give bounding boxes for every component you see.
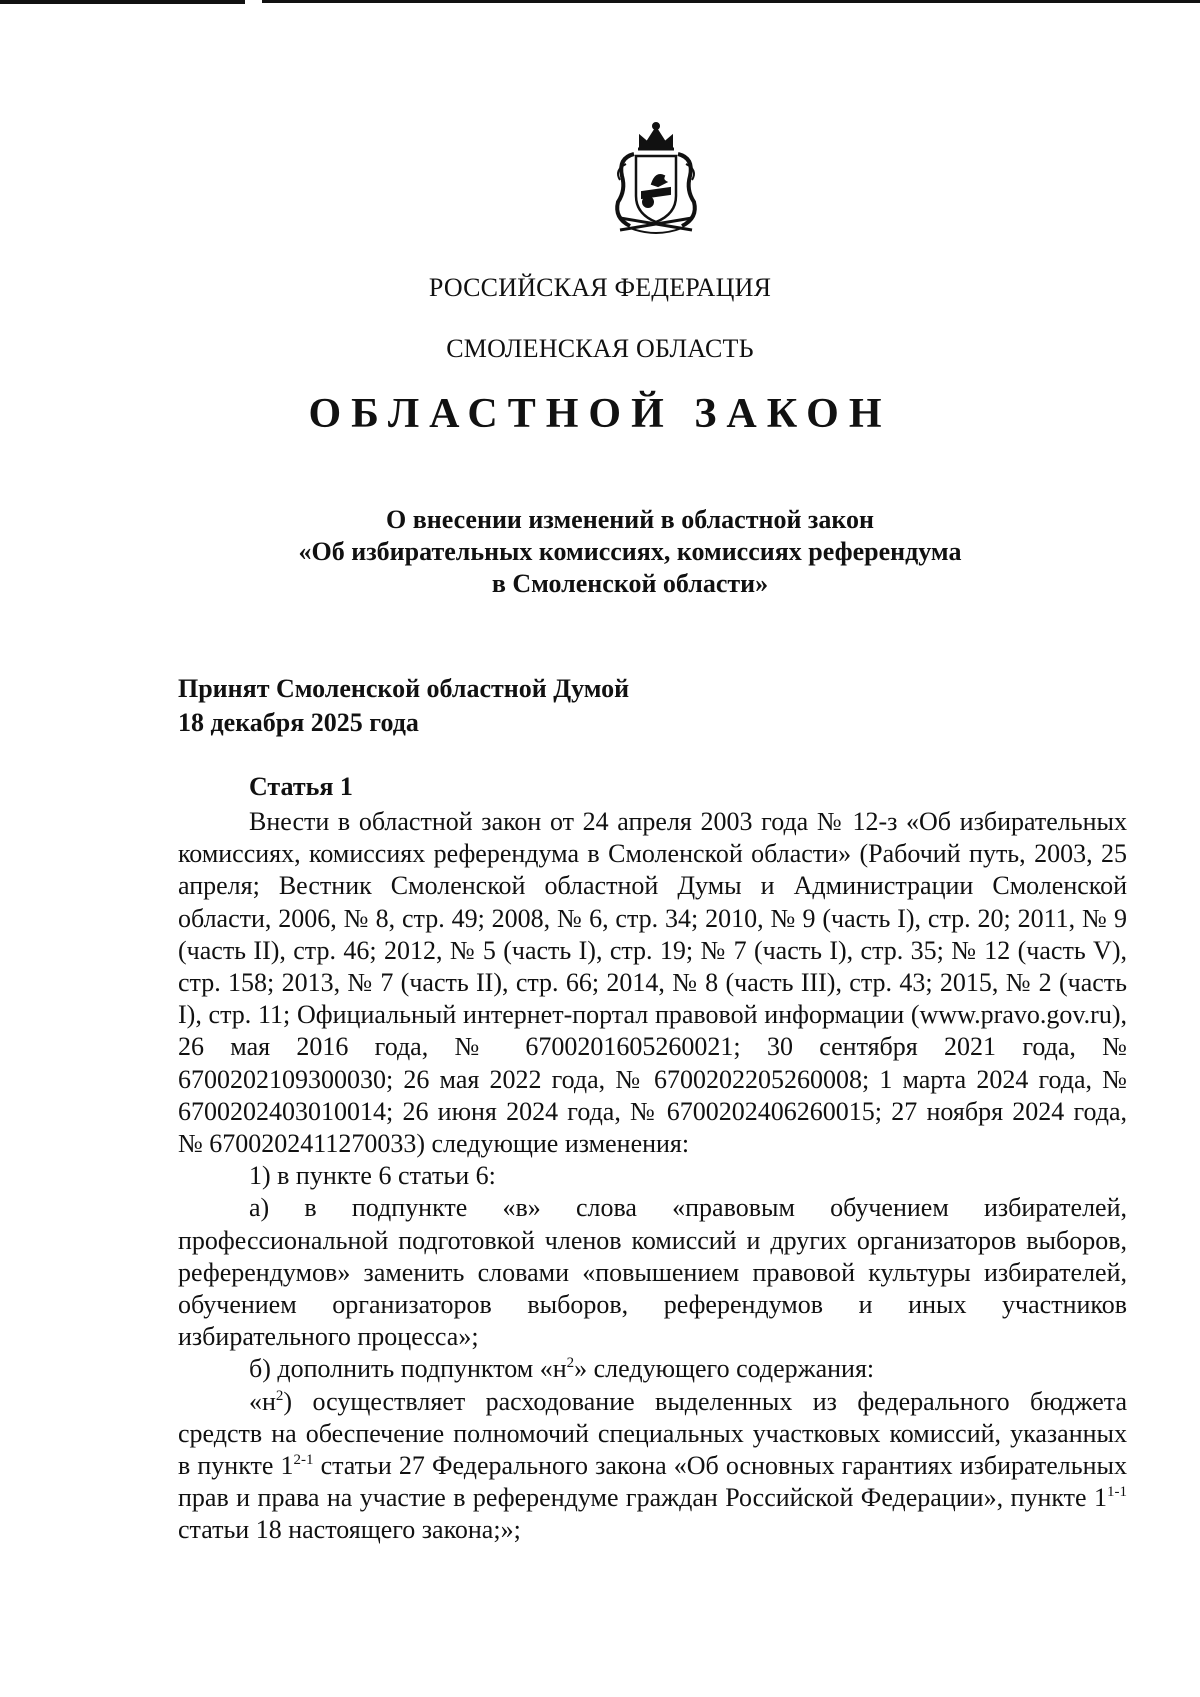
- document-type-title: ОБЛАСТНОЙ ЗАКОН: [308, 391, 892, 437]
- superscript: 2: [275, 1387, 284, 1404]
- subitem-text: б) дополнить подпунктом «н: [249, 1354, 567, 1384]
- quoted-new-subitem: [178, 1386, 1127, 1547]
- smolensk-coat-of-arms-icon: [600, 118, 712, 248]
- quote-text: статьи 27 Федерального закона «Об основных гарантиях избирательных прав и права на участие в референдуме граждан Российской Федерации», пункте 1: [178, 1451, 1128, 1513]
- adopted-by: Принят Смоленской областной Думой: [178, 674, 630, 703]
- subitem-text: » следующего содержания:: [574, 1354, 875, 1384]
- scan-edge-mark: [0, 0, 245, 4]
- article-heading: Статья 1: [249, 772, 353, 801]
- subject-line: О внесении изменений в областной закон: [385, 505, 875, 534]
- region-heading: СМОЛЕНСКАЯ ОБЛАСТЬ: [446, 334, 754, 363]
- quote-text: ) осуществляет расходование выделенных из федерального бюджета средств на обеспечение полномочий специальных участковых комиссий, указанных в пункте 1: [178, 1386, 1127, 1481]
- subject-line: в Смоленской области»: [491, 569, 769, 598]
- quote-text: «н: [249, 1386, 276, 1416]
- quote-text: статьи 18 настоящего закона;»;: [178, 1515, 521, 1545]
- adoption-info: [178, 672, 629, 740]
- article-body: [178, 806, 1127, 1547]
- amendment-subitem: [178, 1353, 1127, 1385]
- scan-edge-mark: [262, 0, 1200, 3]
- article-intro-paragraph: Внести в областной закон от 24 апреля 2003 года № 12-з «Об избирательных комиссиях, комиссиях референдума в Смоленской области» (Рабочий путь, 2003, 25 апреля; Вестник Смоленской областной Думы и Администрации Смоленской области, 2006, № 8, стр. 49; 2008, № 6, стр. 34; 2010, № 9 (часть I), стр. 20; 2011, № 9 (часть II), стр. 46; 2012, № 5 (часть I), стр. 19; № 7 (часть I), стр. 35; № 12 (часть V), стр. 158; 2013, № 7 (часть II), стр. 66; 2014, № 8 (часть III), стр. 43; 2015, № 2 (часть I), стр. 11; Официальный интернет-портал правовой информации (www.pravo.gov.ru), 26 мая 2016 года, № 6700201605260021; 30 сентября 2021 года, № 6700202109300030; 26 мая 2022 года, № 6700202205260008; 1 марта 2024 года, № 6700202403010014; 26 июня 2024 года, № 6700202406260015; 27 ноября 2024 года, № 6700202411270033) следующие изменения:: [178, 807, 1127, 1159]
- superscript: 1-1: [1107, 1484, 1127, 1501]
- amendment-item: 1) в пункте 6 статьи 6:: [249, 1161, 496, 1191]
- adoption-date: 18 декабря 2025 года: [178, 708, 419, 737]
- amendment-subitem: а) в подпункте «в» слова «правовым обучением избирателей, профессиональной подготовкой членов комиссий и других организаторов выборов, референдумов» заменить словами «повышением правовой культуры избирателей, обучением организаторов выборов, референдумов и иных участников избирательного процесса»;: [178, 1193, 1127, 1352]
- subject-line: «Об избирательных комиссиях, комиссиях референдума: [298, 537, 962, 566]
- country-heading: РОССИЙСКАЯ ФЕДЕРАЦИЯ: [428, 273, 772, 302]
- superscript: 2: [566, 1355, 575, 1372]
- law-subject-title: [230, 504, 1030, 600]
- superscript: 2-1: [293, 1452, 314, 1469]
